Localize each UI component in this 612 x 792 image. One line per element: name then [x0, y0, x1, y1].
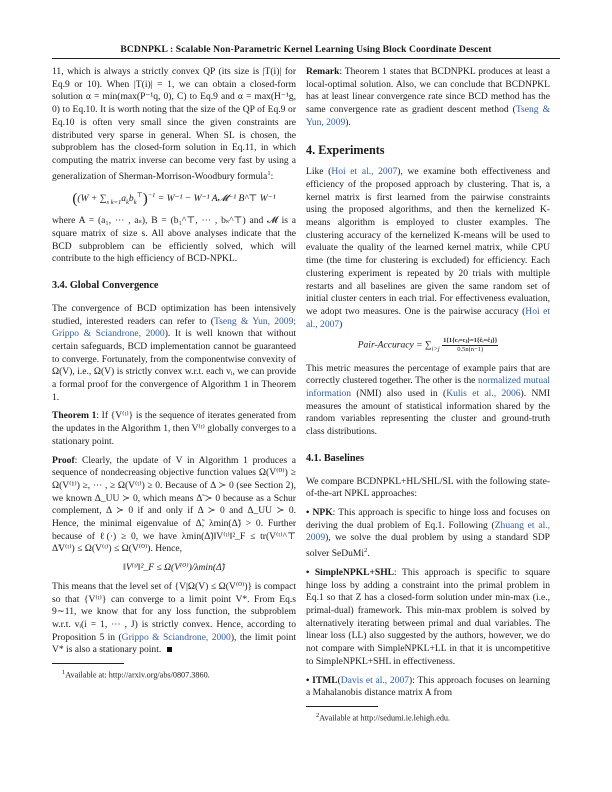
proof-paragraph: Proof: Clearly, the update of V in Algorithm 1 produces a sequence of nondecreasing objective function values Ω(V⁽⁰⁾) ≥ Ω(V⁽¹⁾) ≥, ⋯ , ≥ Ω(V⁽ᵗ⁾) ≥ 0. Because of Δ ≻ 0 (see Section 2), we known Δ_UU ≻ 0, which means Δ̃ ≻ 0 because as a Schur complement, Δ ≻ 0 if and only if Δ ≻ 0 and Δ_UU ≻ 0. Hence, the minimal eigenvalue of Δ̃, λmin(Δ̃) > 0. Further because of ℓ(·) ≥ 0, we have λmin(Δ̃)‖V⁽ᵗ⁾‖²_F ≤ tr(V⁽ᵗ⁾^⊤ Δ̃V⁽ᵗ⁾) ≤ Ω(V⁽ᵗ⁾) ≤ Ω(V⁽⁰⁾). Hence,	[52, 454, 296, 555]
pair-accuracy-formula: Pair-Accuracy = $\sum_{i>j}$ $\frac{\text{1\{1\{cᵢ=cⱼ\}=1\{ĉᵢ=ĉⱼ\}\}}}{0.5n(n-1)}$	[357, 337, 498, 354]
left-column	[52, 66, 296, 681]
paragraph-analysis: where A = (a₁, ⋯ , aₛ), B = (b₁^⊤, ⋯ , bₛ^⊤) and 𝓜 is a square matrix of size s. All above analyses indicate that the BCD subproblem can be efficiently solved, which will contribute to the high efficiency of BCD-NPKL.	[52, 215, 296, 265]
paragraph-level-set: This means that the level set of {V|Ω(V) ≤ Ω(V⁽⁰⁾)} is compact so that {V⁽ᵗ⁾} can converge to a limit point V*. From Eq.s 9∼11, we know that for any loss function, the subproblem w.r.t. vᵢ(i = 1, ⋯ , J) is strictly convex. Hence, according to Proposition 5 in (Grippo & Sciandrone, 2000), the limit point V* is also a stationary point.	[52, 580, 296, 656]
citation-link-tseng-grippo[interactable]: Tseng & Yun, 2009; Grippo & Sciandrone, 2000	[52, 315, 296, 340]
paragraph-subproblem: 11, which is always a strictly convex QP (its size is |T(i)| for Eq.9 or 10). When |T(i)| = 1, we can obtain a closed-form solution α = min(max(P⁻¹q, 0), C) to Eq.9 and α = max(H⁻¹g, 0) to Eq.10. It is worth noting that the size of the QP of Eq.9 or Eq.10 is often very small since the given constraints are distributed very sparse in general. When SL is chosen, the subproblem has the closed-form solution in Eq.11, in which computing the matrix inverse can become very fast by using a generalization of Sherman-Morrison-Woodbury formula$^1$:	[52, 66, 296, 182]
citation-link-kulis[interactable]: Kulis et al., 2006	[446, 388, 521, 400]
section-heading-4-1: 4.1. Baselines	[306, 452, 365, 464]
paragraph-convergence: The convergence of BCD optimization has been intensively studied, interested readers can refer to (Tseng & Yun, 2009; Grippo & Sciandrone, 2000). It is well known that without certain safeguards, BCD implementation cannot be guaranteed to converge. Fortunately, from the componentwise convexity of Ω(V), i.e., Ω(V) is strictly convex w.r.t. each vᵢ, we can provide a formal proof for the convergence of Algorithm 1 in Theorem 1.	[52, 302, 297, 403]
footnote-ref-2[interactable]: 2	[364, 547, 368, 555]
right-column	[306, 66, 550, 724]
bound-formula: ‖V⁽ᵗ⁾‖²_F ≤ Ω(V⁽⁰⁾)/λmin(Δ̃)	[123, 562, 225, 574]
footnote-rule-left	[52, 663, 124, 664]
remark-paragraph: Remark: Theorem 1 states that BCDNPKL produces at least a local-optimal solution. Also, we can conclude that BCDNPKL has at least linear convergence rate since BCD method has the same convergence rate as gradient descent method (Tseng & Yun, 2009).	[306, 66, 550, 128]
smw-formula-mid: a	[121, 192, 127, 204]
running-header: BCDNPKL : Scalable Non-Parametric Kernel Learning Using Block Coordinate Descent	[120, 44, 492, 55]
theorem-1: Theorem 1: If {V⁽ᵗ⁾} is the sequence of iterates generated from the updates in the Algorithm 1, then V⁽ᵗ⁾ globally converges to a stationary point.	[52, 410, 296, 447]
section-heading-4: 4. Experiments	[306, 142, 385, 157]
footnote-rule-right	[306, 706, 378, 707]
paragraph-experiments: Like (Hoi et al., 2007), we examine both effectiveness and efficiency of the proposed approach by clustering. That is, a kernel matrix is first learned from the pairwise constraints using the proposed algorithms, and then the kernelized K-means algorithm is employed to cluster examples. The clustering accuracy of the kernelized K-means will be used to evaluate the quality of the learned kernel matrix, while CPU time (the time for clustering is excluded) for efficiency. Each clustering experiment is repeated by 20 trials with multiple restarts and all baselines are given the same random set of initial cluster centers in each trial. For effectiveness evaluation, we adopt two measures. One is the pairwise accuracy (Hoi et al., 2007)	[306, 166, 550, 330]
smw-formula-right: = W⁻¹ − W⁻¹ A𝓜⁻¹ B^⊤ W⁻¹	[157, 192, 276, 204]
proof-label: Proof	[52, 454, 75, 466]
citation-link-davis[interactable]: Davis et al., 2007	[340, 674, 410, 686]
pair-accuracy-fraction: $\frac{\text{1\{1\{cᵢ=cⱼ\}=1\{ĉᵢ=ĉⱼ\}\}}}{0.5n(n-1)}$	[443, 337, 498, 354]
citation-link-hoi-2[interactable]: Hoi et al., 2007	[306, 305, 550, 330]
remark-label: Remark	[306, 66, 340, 77]
citation-link-zhuang[interactable]: Zhuang et al., 2009	[306, 519, 550, 544]
paragraph-metric: This metric measures the percentage of example pairs that are correctly clustered together. The other is the normalized mutual information (NMI) also used in (Kulis et al., 2006). NMI measures the amount of statistical information shared by the random variables representing the cluster and ground-truth class distributions.	[306, 362, 551, 438]
footnote-ref-1[interactable]: 1	[267, 169, 271, 177]
smw-formula-left: (W + ∑	[77, 192, 107, 204]
header-rule	[52, 58, 560, 59]
paragraph-baselines-intro: We compare BCDNPKL+HL/SHL/SL with the following state-of-the-art NPKL approaches:	[306, 475, 550, 500]
footnote-2: $^2$Available at http://sedumi.ie.lehigh.edu.	[316, 712, 451, 723]
citation-link-tseng[interactable]: Tseng & Yun, 2009	[306, 104, 550, 128]
smw-formula: ($(W + \sum_{s k=1}a_kb_k^⊤)^{-1} = W^{-1} - W^{-1}$ A𝓜⁻¹ B^⊤ W⁻¹	[72, 190, 276, 207]
section-heading-3-4: 3.4. Global Convergence	[52, 280, 159, 292]
baseline-npk: • NPK: This approach is specific to hinge loss and focuses on deriving the dual problem of Eq.1. Following (Zhuang et al., 2009), we solve the dual problem by using a standard SDP solver SeDuMi$^2$.	[306, 506, 550, 560]
smw-formula-limits: s k=1	[106, 198, 122, 206]
footnote-1: $^1$Available at: http://arxiv.org/abs/0807.3860.	[62, 669, 210, 680]
baseline-itml: • ITML(Davis et al., 2007): This approach focuses on learning a Mahalanobis distance matrix A from	[306, 674, 550, 699]
theorem-label: Theorem 1	[52, 410, 97, 422]
citation-link-hoi-1[interactable]: Hoi et al., 2007	[331, 166, 398, 178]
citation-link-grippo[interactable]: Grippo & Sciandrone, 2000	[121, 631, 231, 643]
baseline-simplenpkl: • SimpleNPKL+SHL: This approach is specific to square hinge loss by adding a constraint into the primal problem in Eq.1 so that Z has a closed-form solution under min-max (i.e., primal-dual) framework. This min-max problem is solved by alternatively iterating between primal and dual variables. The linear loss (LL) also suggested by the authors, however, we do not compare with SimpleNPKL+LL in that it is uncompetitive to SimpleNPKL+SHL in effectiveness.	[306, 566, 551, 667]
nmi-link[interactable]: normalized mutual information	[306, 375, 550, 400]
qed-square-icon	[167, 647, 172, 652]
